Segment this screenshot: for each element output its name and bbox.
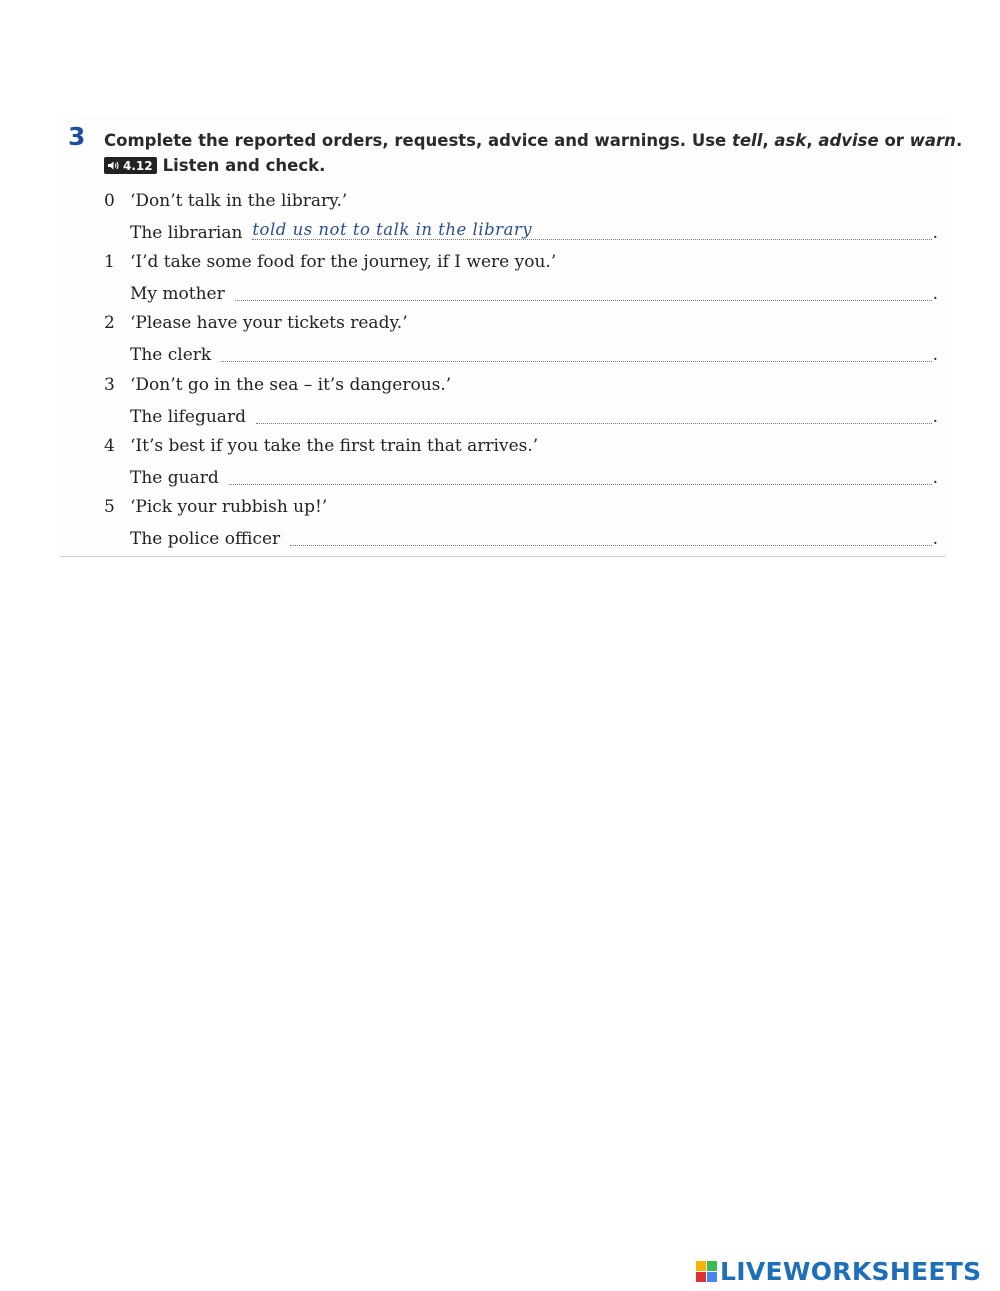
instruction-separator: ,: [762, 131, 775, 150]
handwritten-answer: told us not to talk in the library: [252, 220, 533, 239]
exercise-number: 3: [68, 122, 86, 151]
item-number: 1: [104, 252, 115, 272]
logo-text: LIVEWORKSHEETS: [720, 1257, 982, 1286]
answer-subject: The lifeguard: [130, 407, 246, 427]
item-1-quote: [104, 252, 556, 272]
quote-text: ‘It’s best if you take the first train that arrives.’: [130, 436, 539, 456]
instruction-separator: or: [878, 131, 910, 150]
end-period: .: [932, 345, 938, 365]
end-period: .: [932, 223, 938, 243]
answer-subject: The clerk: [130, 345, 212, 365]
instruction-keyword-advise: advise: [818, 131, 879, 150]
item-0-quote: [104, 191, 347, 211]
listen-and-check-text: Listen and check.: [162, 156, 326, 175]
end-period: .: [932, 529, 938, 549]
instruction-keyword-warn: warn: [909, 131, 956, 150]
speaker-icon: [107, 160, 120, 171]
answer-blank[interactable]: [235, 282, 932, 301]
instruction-keyword-ask: ask: [774, 131, 807, 150]
instruction-keyword-tell: tell: [731, 131, 763, 150]
listen-instruction: [104, 156, 325, 175]
end-period: .: [932, 407, 938, 427]
item-3-quote: [104, 375, 451, 395]
item-4-quote: [104, 436, 538, 456]
answer-subject: The police officer: [130, 529, 281, 549]
item-number: 2: [104, 313, 115, 333]
answer-blank[interactable]: [290, 527, 931, 546]
quote-text: ‘Pick your rubbish up!’: [130, 497, 328, 517]
item-0-answer-line: [130, 221, 938, 243]
item-1-answer-line: [130, 282, 938, 304]
answer-blank[interactable]: [256, 405, 932, 424]
item-5-answer-line: [130, 527, 938, 549]
answer-subject: My mother: [130, 284, 225, 304]
item-number: 4: [104, 436, 115, 456]
exercise-panel: [60, 116, 946, 557]
logo-square: [696, 1261, 706, 1271]
instruction-period: .: [955, 131, 963, 150]
item-2-quote: [104, 313, 408, 333]
end-period: .: [932, 468, 938, 488]
instruction-text: Complete the reported orders, requests, advice and warnings. Use: [104, 131, 732, 150]
liveworksheets-logo-icon: [696, 1261, 717, 1282]
item-number: 3: [104, 375, 115, 395]
answer-blank[interactable]: [221, 343, 931, 362]
quote-text: ‘I’d take some food for the journey, if I were you.’: [130, 252, 557, 272]
item-number: 5: [104, 497, 115, 517]
answer-blank[interactable]: [252, 221, 931, 240]
liveworksheets-logo: [696, 1257, 981, 1286]
quote-text: ‘Don’t talk in the library.’: [130, 191, 348, 211]
answer-subject: The guard: [130, 468, 219, 488]
item-4-answer-line: [130, 466, 938, 488]
quote-text: ‘Don’t go in the sea – it’s dangerous.’: [130, 375, 452, 395]
item-2-answer-line: [130, 343, 938, 365]
item-number: 0: [104, 191, 115, 211]
logo-square: [707, 1261, 717, 1271]
item-5-quote: [104, 497, 327, 517]
logo-square: [707, 1272, 717, 1282]
exercise-instruction: [104, 131, 962, 150]
quote-text: ‘Please have your tickets ready.’: [130, 313, 408, 333]
answer-subject: The librarian: [130, 223, 243, 243]
audio-track-number: 4.12: [123, 158, 153, 173]
item-3-answer-line: [130, 405, 938, 427]
audio-track-button[interactable]: [104, 157, 157, 174]
instruction-separator: ,: [806, 131, 819, 150]
logo-square: [696, 1272, 706, 1282]
end-period: .: [932, 284, 938, 304]
answer-blank[interactable]: [229, 466, 932, 485]
